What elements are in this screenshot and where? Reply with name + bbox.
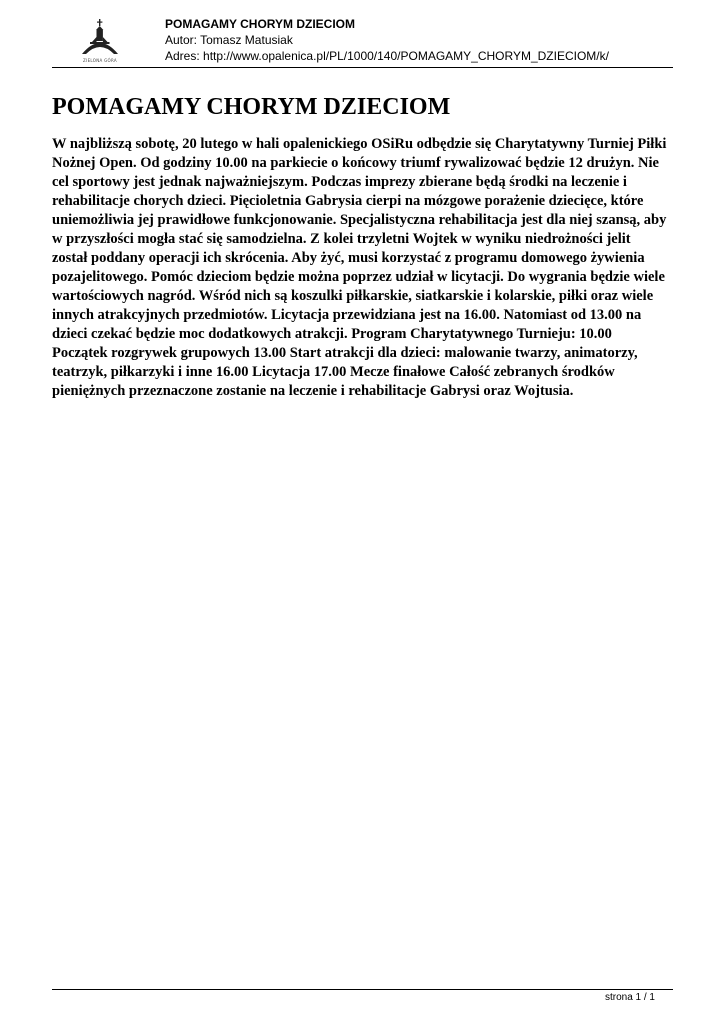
article-title: POMAGAMY CHORYM DZIECIOM — [52, 94, 451, 120]
article-line: rehabilitacje chorych dzieci. Pięcioletnia Gabrysia cierpi na mózgowe porażenie dziecięce, które — [52, 193, 644, 209]
page-header — [52, 14, 673, 67]
article-line: W najbliższą sobotę, 20 lutego w hali opalenickiego OSiRu odbędzie się Charytatywny Turniej Piłki — [52, 136, 667, 152]
header-divider — [52, 67, 673, 68]
article-line: pieniężnych przeznaczone zostanie na leczenie i rehabilitacje Gabrysi oraz Wojtusia. — [52, 383, 574, 399]
article-line: dzieci czekać będzie moc dodatkowych atrakcji. Program Charytatywnego Turnieju: 10.00 — [52, 326, 612, 342]
header-info — [165, 16, 609, 64]
footer-divider — [52, 989, 673, 990]
article-line: Początek rozgrywek grupowych 13.00 Start atrakcji dla dzieci: malowanie twarzy, animatorzy, — [52, 345, 638, 361]
article-line: innych atrakcyjnych przedmiotów. Licytacja przewidziana jest na 16.00. Natomiast od 13.00 na — [52, 307, 642, 323]
article-line: został poddany operacji ich skrócenia. Aby żyć, musi korzystać z programu domowego żywienia — [52, 250, 645, 266]
tower-skyline-logo-icon — [70, 18, 130, 58]
article-line: pozajelitowego. Pomóc dzieciom będzie można poprzez udział w licytacji. Do wygrania będzie wiele — [52, 269, 665, 285]
article-body — [52, 135, 677, 401]
article-line: wartościowych nagród. Wśród nich są koszulki piłkarskie, siatkarskie i kolarskie, piłki oraz wiele — [52, 288, 654, 304]
logo-caption: ZIELONA GÓRA — [83, 58, 117, 63]
page-number: strona 1 / 1 — [604, 992, 655, 1003]
article-line: w przyszłości mogła stać się samodzielna. Z kolei trzyletni Wojtek w wyniku niedrożności jelit — [52, 231, 631, 247]
article-line: Nożnej Open. Od godziny 10.00 na parkiecie o końcowy triumf rywalizować będzie 12 drużyn. Nie — [52, 155, 659, 171]
header-address[interactable]: Adres: http://www.opalenica.pl/PL/1000/140/POMAGAMY_CHORYM_DZIECIOM/k/ — [165, 49, 609, 63]
header-author: Autor: Tomasz Matusiak — [165, 33, 293, 47]
article-line: uniemożliwia jej prawidłowe funkcjonowanie. Specjalistyczna rehabilitacja jest dla niej szansą, aby — [52, 212, 667, 228]
article-line: teatrzyk, piłkarzyki i inne 16.00 Licytacja 17.00 Mecze finałowe Całość zebranych środków — [52, 364, 615, 380]
article-line: cel sportowy jest jednak najważniejszym. Podczas imprezy zbierane będą środki na leczenie i — [52, 174, 627, 190]
header-title: POMAGAMY CHORYM DZIECIOM — [165, 17, 356, 31]
logo — [70, 18, 130, 62]
